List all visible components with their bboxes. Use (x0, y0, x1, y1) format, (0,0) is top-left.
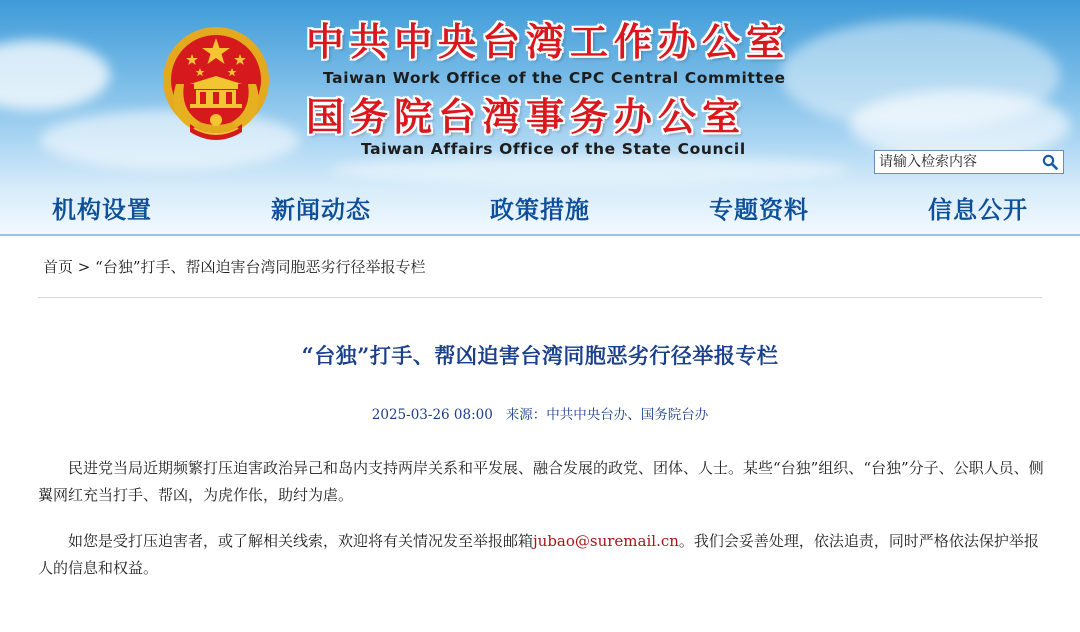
breadcrumb-home-link[interactable]: 首页 (43, 258, 74, 276)
report-email-link[interactable]: jubao@suremail.cn (533, 532, 679, 550)
nav-item-organization[interactable]: 机构设置 (52, 196, 152, 224)
article-source-label: 来源： (505, 407, 547, 423)
header-divider (0, 234, 1080, 236)
breadcrumb-separator: > (77, 258, 91, 276)
site-title-cn-primary: 中共中央台湾工作办公室 (306, 20, 791, 64)
cloud-decoration (0, 40, 110, 110)
nav-item-topics[interactable]: 专题资料 (709, 196, 809, 224)
site-title-cn-secondary: 国务院台湾事务办公室 (306, 95, 747, 139)
article-paragraph: 民进党当局近期频繁打压迫害政治异己和岛内支持两岸关系和平发展、融合发展的政党、团体、人士。某些“台独”组织、“台独”分子、公职人员、侧翼网红充当打手、帮凶，为虎作伥，助纣为虐。 (38, 459, 1044, 504)
breadcrumb-current: “台独”打手、帮凶迫害台湾同胞恶劣行径举报专栏 (95, 258, 426, 276)
main-nav (0, 190, 1080, 230)
site-title-en-primary: Taiwan Work Office of the CPC Central Committee (323, 69, 786, 87)
article-paragraph (38, 528, 1044, 582)
article-body (38, 455, 1044, 601)
search-input[interactable] (875, 151, 1043, 173)
paragraph-text: 。我们会妥善处理，依法追责，同时严格依法保护举报人的信息和权益。 (38, 532, 1039, 577)
site-header (0, 0, 1080, 236)
article-date: 2025-03-26 08:00 (371, 407, 493, 423)
nav-item-policies[interactable]: 政策措施 (490, 196, 590, 224)
article-title: “台独”打手、帮凶迫害台湾同胞恶劣行径举报专栏 (301, 343, 779, 368)
breadcrumb (43, 256, 426, 277)
article-meta (0, 403, 1080, 423)
content-divider (38, 297, 1042, 298)
nav-item-news[interactable]: 新闻动态 (271, 196, 371, 224)
article-source: 中共中央台办、国务院台办 (546, 407, 709, 423)
cloud-decoration (330, 155, 850, 185)
nav-item-disclosure[interactable]: 信息公开 (928, 196, 1028, 224)
search-icon (1042, 154, 1058, 170)
paragraph-text: 如您是受打压迫害者，或了解相关线索，欢迎将有关情况发至举报邮箱 (68, 532, 534, 550)
search-button[interactable] (1039, 152, 1061, 172)
search-box (874, 150, 1064, 174)
national-emblem-icon (160, 24, 272, 142)
site-title-en-secondary: Taiwan Affairs Office of the State Council (361, 140, 746, 158)
